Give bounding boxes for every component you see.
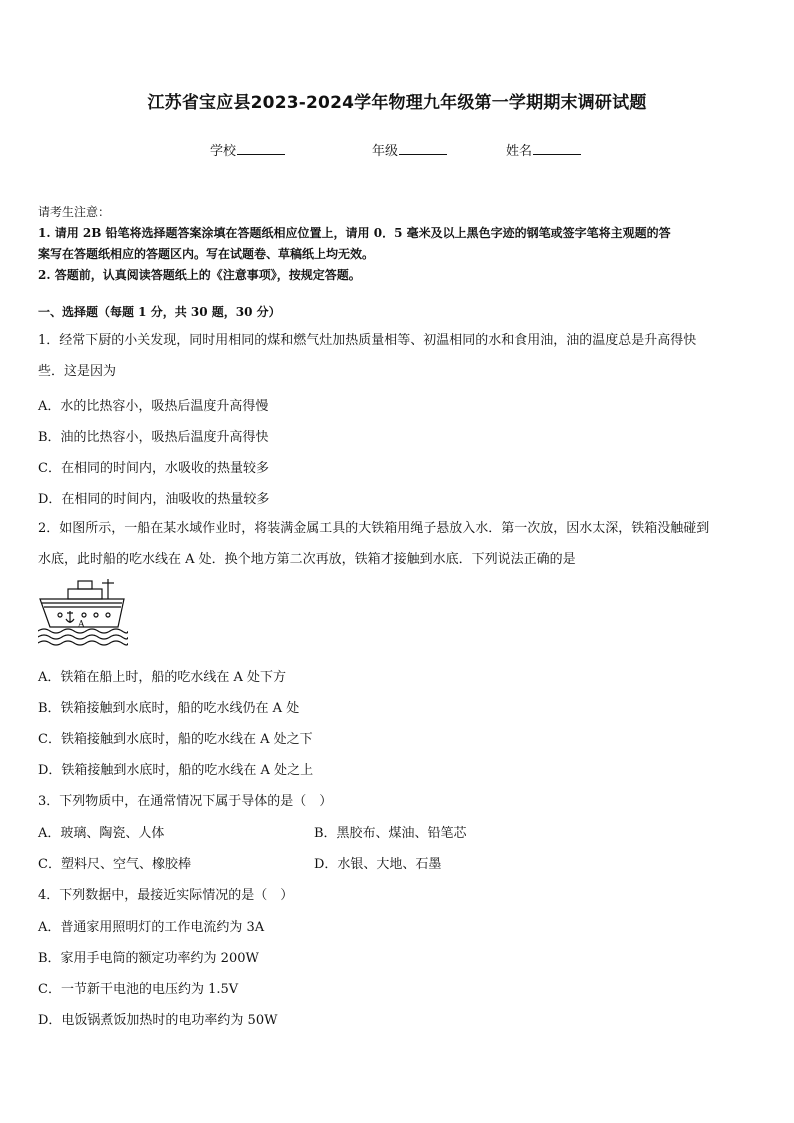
name-field xyxy=(506,140,581,159)
question-1-option-b: B．油的比热容小，吸热后温度升高得快 xyxy=(38,430,269,445)
question-3-stem: 3．下列物质中，在通常情况下属于导体的是（ ） xyxy=(38,794,333,809)
question-3-option-b: B．黑胶布、煤油、铅笔芯 xyxy=(314,826,467,841)
question-4-option-c: C．一节新干电池的电压约为 1.5V xyxy=(38,982,239,997)
grade-field xyxy=(372,140,447,159)
question-2-option-a: A．铁箱在船上时，船的吃水线在 A 处下方 xyxy=(38,670,287,685)
question-4-stem: 4．下列数据中，最接近实际情况的是（ ） xyxy=(38,888,294,903)
question-1-stem-line-1: 1．经常下厨的小关发现，同时用相同的煤和燃气灶加热质量相等、初温相同的水和食用油，油的温度总是升高得快 xyxy=(38,333,697,348)
notice-item-1-line-1: 1. 请用 2B 铅笔将选择题答案涂填在答题纸相应位置上，请用 0．5 毫米及以上黑色字迹的钢笔或签字笔将主观题的答 xyxy=(38,226,671,240)
notice-item-2: 2. 答题前，认真阅读答题纸上的《注意事项》，按规定答题。 xyxy=(38,268,361,282)
question-1-option-a: A．水的比热容小，吸热后温度升高得慢 xyxy=(38,399,269,414)
notice-item-1-line-2: 案写在答题纸相应的答题区内。写在试题卷、草稿纸上均无效。 xyxy=(38,247,375,261)
question-3-option-a: A．玻璃、陶瓷、人体 xyxy=(38,826,165,841)
anchor-icon xyxy=(66,611,74,623)
question-1-option-c: C．在相同的时间内，水吸收的热量较多 xyxy=(38,461,269,476)
question-1-stem xyxy=(38,325,763,387)
question-2-option-b: B．铁箱接触到水底时，船的吃水线仍在 A 处 xyxy=(38,701,300,716)
question-2-stem-line-1: 2．如图所示，一船在某水域作业时，将装满金属工具的大铁箱用绳子悬放入水．第一次放，因水太深，铁箱没触碰到 xyxy=(38,521,710,536)
name-blank xyxy=(533,142,581,155)
school-field xyxy=(210,140,285,159)
page-title: 江苏省宝应县2023-2024学年物理九年级第一学期期末调研试题 xyxy=(147,93,647,113)
name-label: 姓名 xyxy=(506,144,533,159)
question-2-option-c: C．铁箱接触到水底时，船的吃水线在 A 处之下 xyxy=(38,732,313,747)
waterline-label: A xyxy=(78,620,85,630)
grade-label: 年级 xyxy=(372,144,399,159)
question-2-stem xyxy=(38,513,763,575)
question-2-option-d: D．铁箱接触到水底时，船的吃水线在 A 处之上 xyxy=(38,763,314,778)
question-1-stem-line-2: 些．这是因为 xyxy=(38,364,117,379)
question-3-option-c: C．塑料尺、空气、橡胶棒 xyxy=(38,857,191,872)
ship-bridge xyxy=(78,581,92,589)
grade-blank xyxy=(399,142,447,155)
school-label: 学校 xyxy=(210,144,237,159)
school-blank xyxy=(237,142,285,155)
question-3-option-d: D．水银、大地、石墨 xyxy=(314,857,442,872)
section-heading: 一、选择题（每题 1 分，共 30 题，30 分） xyxy=(38,305,281,319)
ship-cabin xyxy=(68,589,102,599)
question-2-stem-line-2: 水底，此时船的吃水线在 A 处．换个地方第二次再放，铁箱才接触到水底．下列说法正确的是 xyxy=(38,552,576,567)
question-4-option-d: D．电饭锅煮饭加热时的电功率约为 50W xyxy=(38,1013,278,1028)
exam-notice xyxy=(38,202,763,286)
question-4-option-a: A．普通家用照明灯的工作电流约为 3A xyxy=(38,920,265,935)
student-info-fields xyxy=(0,140,794,160)
question-1-option-d: D．在相同的时间内，油吸收的热量较多 xyxy=(38,492,270,507)
question-4-option-b: B．家用手电筒的额定功率约为 200W xyxy=(38,951,259,966)
notice-heading: 请考生注意： xyxy=(38,205,111,219)
ship-figure xyxy=(38,577,128,649)
